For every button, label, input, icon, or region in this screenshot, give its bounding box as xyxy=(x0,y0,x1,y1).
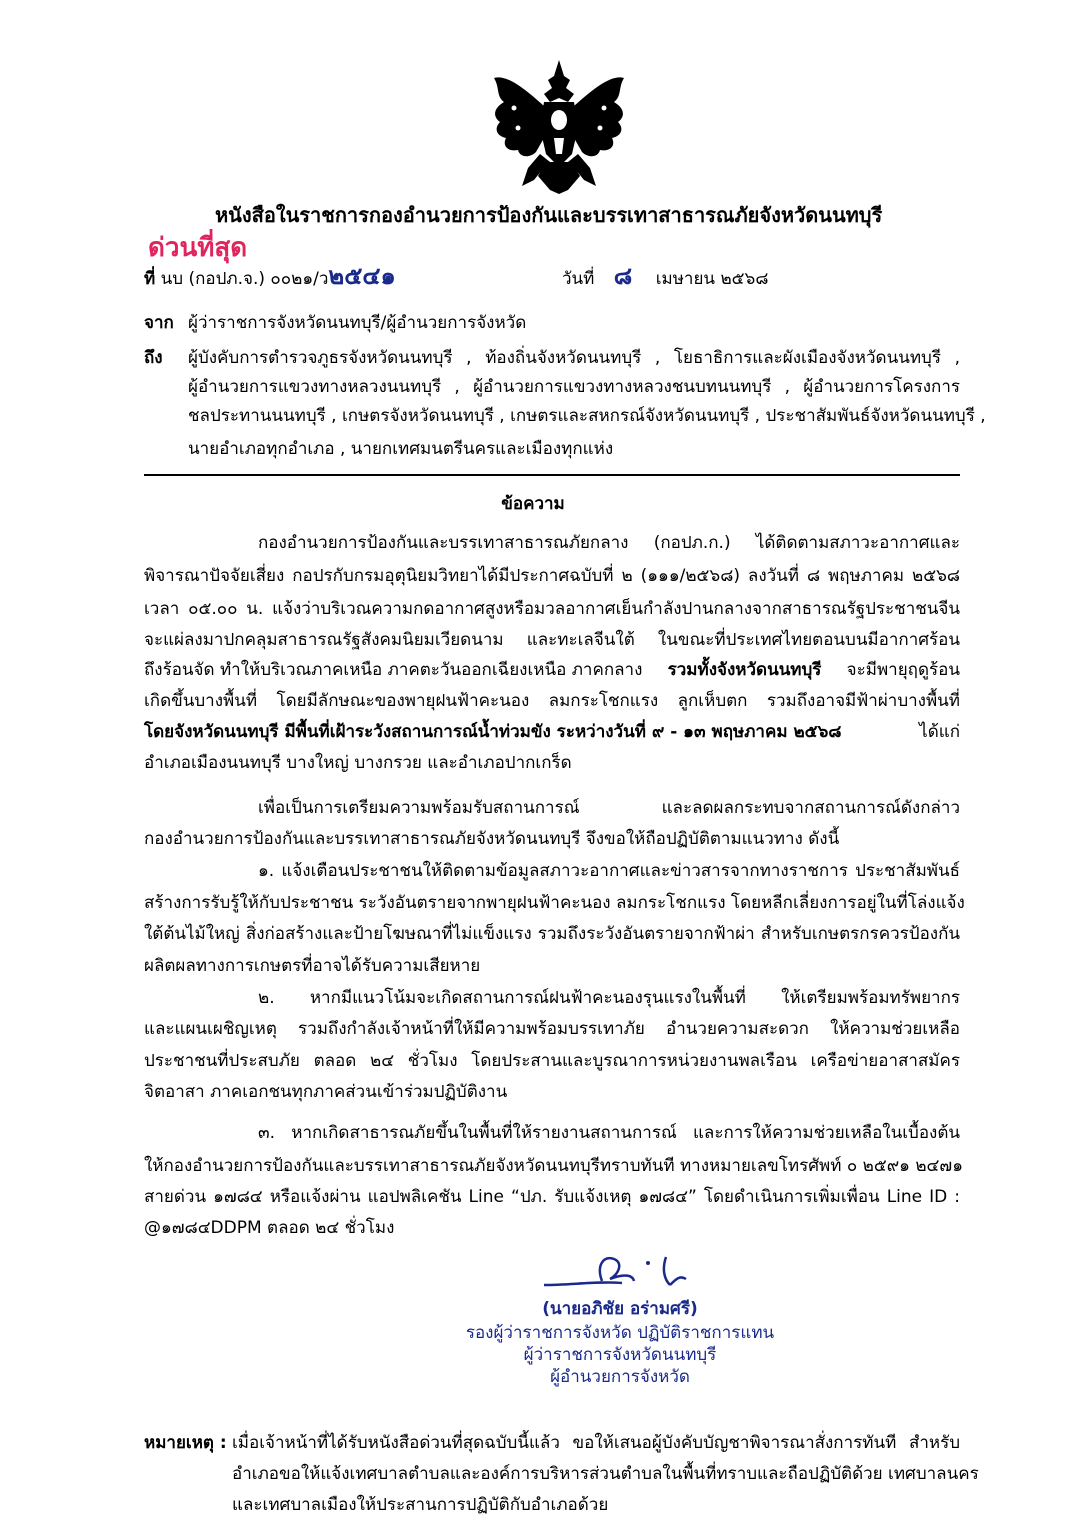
note-line-3: และเทศบาลเมืองให้ประสานการปฏิบัติกับอำเภอด้วย xyxy=(232,1495,609,1515)
to-line-3: ชลประทานนนทบุรี , เกษตรจังหวัดนนทบุรี , เกษตรและสหกรณ์จังหวัดนนทบุรี , ประชาสัมพันธ์จังหวัดนนทบุรี , xyxy=(188,406,986,426)
from-line xyxy=(144,312,174,334)
note-line-1: เมื่อเจ้าหน้าที่ได้รับหนังสือด่วนที่สุดฉบับนี้แล้ว ขอให้เสนอผู้บังคับบัญชาพิจารณาสั่งการทันที สำหรับ xyxy=(232,1433,960,1453)
p1-line-5-text: ถึงร้อนจัด ทำให้บริเวณภาคเหนือ ภาคตะวันออกเฉียงเหนือ ภาคกลาง xyxy=(144,660,643,680)
reference-number: นบ (กอปภ.จ.) ๐๐๒๑/ว xyxy=(160,269,329,289)
item1-line-3: ใต้ต้นไม้ใหญ่ สิ่งก่อสร้างและป้ายโฆษณาที่ไม่แข็งแรง รวมถึงระวังอันตรายจากฟ้าผ่า สำหรับเกษตรกรควรป้องกัน xyxy=(144,924,960,944)
item3-line-1: ๓. หากเกิดสาธารณภัยขึ้นในพื้นที่ให้รายงานสถานการณ์ และการให้ความช่วยเหลือในเบื้องต้น xyxy=(258,1123,960,1143)
p1-line-4: จะแผ่ลงมาปกคลุมสาธารณรัฐสังคมนิยมเวียดนาม และทะเลจีนใต้ ในขณะที่ประเทศไทยตอนบนมีอากาศร้อน xyxy=(144,630,960,650)
item2-line-2: และแผนเผชิญเหตุ รวมถึงกำลังเจ้าหน้าที่ให้มีความพร้อมบรรเทาภัย อำนวยความสะดวก ให้ความช่วยเหลือ xyxy=(144,1019,960,1039)
p1-line-6: เกิดขึ้นบางพื้นที่ โดยมีลักษณะของพายุฝนฟ้าคะนอง ลมกระโชกแรง ลูกเห็บตก รวมถึงอาจมีฟ้าผ่าบางพื้นที่ xyxy=(144,691,960,711)
date-day-handwritten: ๘ xyxy=(613,261,633,290)
body-heading: ข้อความ xyxy=(501,494,565,514)
p2-line-2: กองอำนวยการป้องกันและบรรเทาสาธารณภัยจังหวัดนนทบุรี จึงขอให้ถือปฏิบัติตามแนวทาง ดังนี้ xyxy=(144,829,840,849)
reference-handwritten-number: ๒๕๔๑ xyxy=(328,261,396,290)
p1-line-1: กองอำนวยการป้องกันและบรรเทาสาธารณภัยกลาง (กอปภ.ก.) ได้ติดตามสภาวะอากาศและ xyxy=(258,533,960,553)
item1-line-2: สร้างการรับรู้ให้กับประชาชน ระวังอันตรายจากพายุฝนฟ้าคะนอง ลมกระโชกแรง โดยหลีกเลี่ยงการอยู่ในที่โล่งแจ้ง xyxy=(144,893,965,913)
to-line-4: นายอำเภอทุกอำเภอ , นายกเทศมนตรีนครและเมืองทุกแห่ง xyxy=(188,439,614,459)
signatory-position-2: ผู้ว่าราชการจังหวัดนนทบุรี xyxy=(523,1345,717,1365)
to-line-1: ผู้บังคับการตำรวจภูธรจังหวัดนนทบุรี , ท้องถิ่นจังหวัดนนทบุรี , โยธาธิการและผังเมืองจังหวัดนนทบุรี , xyxy=(188,348,960,368)
signatory-position-1: รองผู้ว่าราชการจังหวัด ปฏิบัติราชการแทน xyxy=(465,1323,775,1343)
from-text: ผู้ว่าราชการจังหวัดนนทบุรี/ผู้อำนวยการจังหวัด xyxy=(188,313,527,333)
signatory-name: (นายอภิชัย อร่ามศรี) xyxy=(542,1299,698,1319)
header-divider xyxy=(144,474,960,476)
reference-line xyxy=(144,261,396,290)
urgency-label: ด่วนที่สุด xyxy=(148,233,248,263)
p1-line-2: พิจารณาปัจจัยเสี่ยง กอปรกับกรมอุตุนิยมวิทยาได้มีประกาศฉบับที่ ๒ (๑๑๑/๒๕๖๘) ลงวันที่ ๘ พฤษภาคม ๒๕๖๘ xyxy=(144,566,960,586)
p1-line-8: อำเภอเมืองนนทบุรี บางใหญ่ บางกรวย และอำเภอปากเกร็ด xyxy=(144,753,572,773)
note-label: หมายเหตุ : xyxy=(144,1433,227,1453)
signatory-position-3: ผู้อำนวยการจังหวัด xyxy=(550,1367,690,1387)
garuda-emblem xyxy=(484,58,634,196)
p1-line-5-end: จะมีพายุฤดูร้อน xyxy=(846,660,960,680)
reference-label: ที่ xyxy=(144,269,156,289)
item3-line-2: ให้กองอำนวยการป้องกันและบรรเทาสาธารณภัยจังหวัดนนทบุรีทราบทันที ทางหมายเลขโทรศัพท์ ๐ ๒๕๙๑ ๒๔๗๑ xyxy=(144,1156,963,1176)
p1-line-7 xyxy=(144,721,960,743)
date-line xyxy=(562,261,769,290)
item2-line-4: จิตอาสา ภาคเอกชนทุกภาคส่วนเข้าร่วมปฏิบัติงาน xyxy=(144,1082,508,1102)
p1-line-5-bold: รวมทั้งจังหวัดนนทบุรี xyxy=(667,660,822,680)
p1-line-7-bold: โดยจังหวัดนนทบุรี มีพื้นที่เฝ้าระวังสถานการณ์น้ำท่วมขัง ระหว่างวันที่ ๙ - ๑๓ พฤษภาคม ๒๕๖๘ xyxy=(144,722,842,742)
p1-line-5 xyxy=(144,659,960,681)
p1-line-3: เวลา ๐๕.๐๐ น. แจ้งว่าบริเวณความกดอากาศสูงหรือมวลอากาศเย็นกำลังปานกลางจากสาธารณรัฐประชาชนจีน xyxy=(144,599,960,619)
date-month-year: เมษายน ๒๕๖๘ xyxy=(655,269,769,289)
p1-line-7-end: ได้แก่ xyxy=(919,722,960,742)
document-title: หนังสือในราชการกองอำนวยการป้องกันและบรรเทาสาธารณภัยจังหวัดนนทบุรี xyxy=(215,203,883,227)
item3-line-3: สายด่วน ๑๗๘๔ หรือแจ้งผ่าน แอปพลิเคชัน Line “ปภ. รับแจ้งเหตุ ๑๗๘๔” โดยดำเนินการเพิ่มเพื่อน Line ID : xyxy=(144,1187,960,1207)
item2-line-3: ประชาชนที่ประสบภัย ตลอด ๒๔ ชั่วโมง โดยประสานและบูรณาการหน่วยงานพลเรือน เครือข่ายอาสาสมัคร xyxy=(144,1051,960,1071)
date-label: วันที่ xyxy=(562,269,595,289)
to-label: ถึง xyxy=(144,348,163,368)
item1-line-4: ผลิตผลทางการเกษตรที่อาจได้รับความเสียหาย xyxy=(144,956,481,976)
to-line-2: ผู้อำนวยการแขวงทางหลวงนนทบุรี , ผู้อำนวยการแขวงทางหลวงชนบทนนทบุรี , ผู้อำนวยการโครงการ xyxy=(188,377,960,397)
note-line-2: อำเภอขอให้แจ้งเทศบาลตำบลและองค์การบริหารส่วนตำบลในพื้นที่ทราบและถือปฏิบัติด้วย เทศบาลนคร xyxy=(232,1464,979,1484)
p2-line-1: เพื่อเป็นการเตรียมความพร้อมรับสถานการณ์ และลดผลกระทบจากสถานการณ์ดังกล่าว xyxy=(258,798,960,818)
item3-line-4: @๑๗๘๔DDPM ตลอด ๒๔ ชั่วโมง xyxy=(144,1218,395,1238)
item1-line-1: ๑. แจ้งเตือนประชาชนให้ติดตามข้อมูลสภาวะอากาศและข่าวสารจากทางราชการ ประชาสัมพันธ์ xyxy=(258,861,960,881)
from-label: จาก xyxy=(144,313,174,333)
item2-line-1: ๒. หากมีแนวโน้มจะเกิดสถานการณ์ฝนฟ้าคะนองรุนแรงในพื้นที่ ให้เตรียมพร้อมทรัพยากร xyxy=(258,988,960,1008)
handwritten-signature xyxy=(540,1245,700,1295)
